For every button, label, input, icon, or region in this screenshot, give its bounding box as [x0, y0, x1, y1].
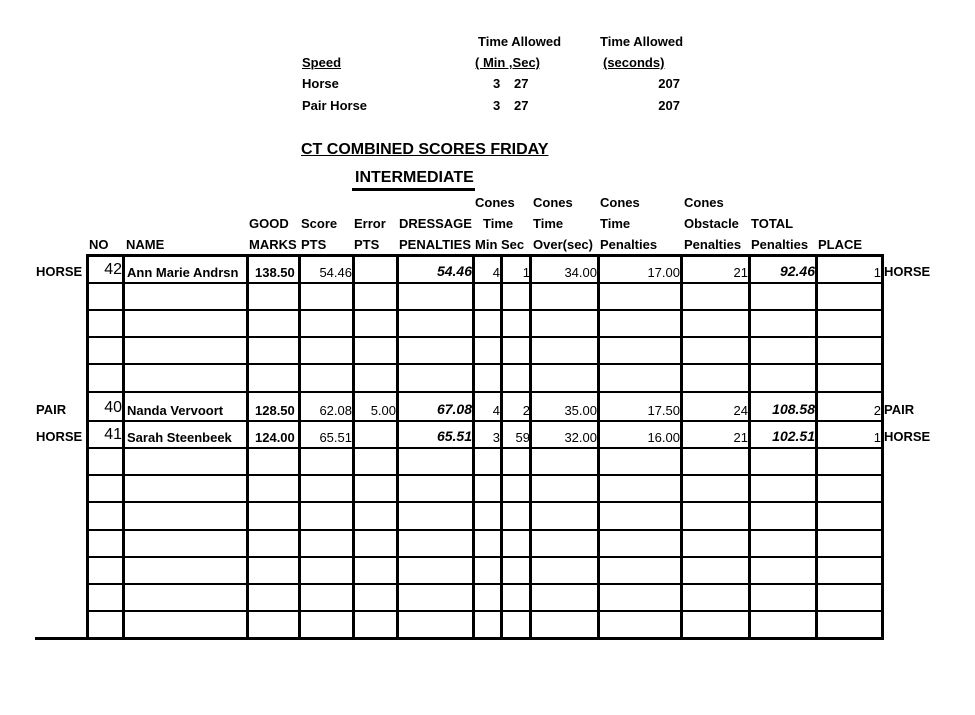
entry-name: Sarah Steenbeek — [127, 430, 232, 445]
entry-total: 102.51 — [772, 428, 815, 444]
entry-dressage: 65.51 — [436, 428, 472, 444]
subtitle-underline — [352, 188, 475, 191]
col-cones-min-sec-h2: Time — [483, 216, 514, 231]
col-cones-pen-h1: Cones — [600, 195, 640, 210]
col-score-pts-h2: PTS — [301, 237, 327, 252]
grid-top-border — [86, 254, 884, 257]
col-cones-pen-h2: Time — [600, 216, 631, 231]
grid-hline — [86, 309, 884, 311]
grid-hline — [86, 556, 884, 558]
entry-cones-time-pen: 16.00 — [647, 430, 680, 445]
col-total-h2: Penalties — [751, 237, 809, 252]
speed-row-horse-label: Horse — [302, 76, 339, 91]
col-good-marks-h2: MARKS — [249, 237, 297, 252]
entry-class-right: HORSE — [884, 429, 931, 444]
entry-name: Ann Marie Andrsn — [127, 265, 239, 280]
entry-no: 41 — [104, 426, 122, 443]
col-score-pts-h1: Score — [301, 216, 338, 231]
col-error-pts-h1: Error — [354, 216, 386, 231]
grid-bottom-border — [35, 637, 884, 640]
entry-score-pts: 54.46 — [319, 265, 352, 280]
entry-cones-time-pen: 17.50 — [647, 403, 680, 418]
col-place: PLACE — [818, 237, 863, 252]
speed-row-horse-seconds: 207 — [658, 76, 680, 91]
grid-hline — [86, 282, 884, 284]
entry-class: HORSE — [36, 429, 83, 444]
grid-hline — [86, 610, 884, 612]
entry-class: PAIR — [36, 402, 67, 417]
entry-obstacle: 21 — [733, 265, 748, 280]
entry-good-marks: 138.50 — [255, 265, 295, 280]
speed-row-pair-min: 3 — [493, 98, 501, 113]
entry-no: 42 — [104, 261, 122, 278]
col-cones-obstacle-h3: Penalties — [684, 237, 742, 252]
entry-dressage: 54.46 — [436, 263, 472, 279]
col-cones-pen-h3: Penalties — [600, 237, 658, 252]
entry-cones-min: 4 — [492, 403, 500, 418]
entry-cones-sec: 2 — [522, 403, 530, 418]
entry-name: Nanda Vervoort — [127, 403, 224, 418]
grid-hline — [86, 501, 884, 503]
grid-hline — [86, 583, 884, 585]
page-subtitle: INTERMEDIATE — [355, 169, 474, 186]
grid-hline — [86, 529, 884, 531]
grid-hline — [86, 474, 884, 476]
entry-obstacle: 21 — [733, 430, 748, 445]
entry-cones-min: 4 — [492, 265, 500, 280]
entry-total: 92.46 — [779, 263, 815, 279]
grid-hline — [86, 420, 884, 422]
col-cones-over-h3: Over(sec) — [533, 237, 593, 252]
speed-label: Speed — [302, 55, 342, 70]
col-name: NAME — [126, 237, 165, 252]
time-allowed-seconds-header-1: Time Allowed — [600, 34, 684, 49]
entry-error-pts: 5.00 — [370, 403, 396, 418]
entry-total: 108.58 — [772, 401, 815, 417]
entry-cones-time-pen: 17.00 — [647, 265, 680, 280]
entry-good-marks: 128.50 — [255, 403, 295, 418]
col-no: NO — [89, 237, 109, 252]
speed-row-pair-label: Pair Horse — [302, 98, 368, 113]
entry-class: HORSE — [36, 264, 83, 279]
time-allowed-min-sec-header-2: ( Min ,Sec) — [475, 55, 541, 70]
col-cones-obstacle-h2: Obstacle — [684, 216, 739, 231]
entry-good-marks: 124.00 — [255, 430, 295, 445]
col-error-pts-h2: PTS — [354, 237, 380, 252]
entry-obstacle: 24 — [733, 403, 748, 418]
page-title: CT COMBINED SCORES FRIDAY — [301, 141, 549, 158]
entry-cones-min: 3 — [492, 430, 500, 445]
speed-row-horse-sec: 27 — [514, 76, 529, 91]
entry-class-right: PAIR — [884, 402, 915, 417]
entry-dressage: 67.08 — [436, 401, 472, 417]
speed-row-pair-sec: 27 — [514, 98, 529, 113]
entry-score-pts: 65.51 — [319, 430, 352, 445]
grid-hline — [86, 336, 884, 338]
entry-cones-sec: 1 — [522, 265, 530, 280]
entry-place: 1 — [873, 430, 881, 445]
grid-hline — [86, 447, 884, 449]
speed-row-horse-min: 3 — [493, 76, 501, 91]
grid-hline — [86, 363, 884, 365]
entry-cones-over: 34.00 — [564, 265, 597, 280]
col-dressage-h1: DRESSAGE — [399, 216, 472, 231]
col-cones-min-sec-h1: Cones — [475, 195, 515, 210]
col-dressage-h2: PENALTIES — [399, 237, 471, 252]
time-allowed-seconds-header-2: (seconds) — [603, 55, 665, 70]
entry-place: 1 — [873, 265, 881, 280]
time-allowed-min-sec-header-1: Time Allowed — [478, 34, 562, 49]
speed-row-pair-seconds: 207 — [658, 98, 680, 113]
col-cones-min-sec-h3: Min Sec — [475, 237, 525, 252]
entry-score-pts: 62.08 — [319, 403, 352, 418]
entry-cones-sec: 59 — [515, 430, 530, 445]
entry-class-right: HORSE — [884, 264, 931, 279]
col-cones-over-h2: Time — [533, 216, 564, 231]
entry-cones-over: 35.00 — [564, 403, 597, 418]
col-cones-obstacle-h1: Cones — [684, 195, 724, 210]
col-cones-over-h1: Cones — [533, 195, 573, 210]
grid-hline — [86, 391, 884, 393]
entry-place: 2 — [873, 403, 881, 418]
entry-no: 40 — [104, 399, 122, 416]
col-good-marks-h1: GOOD — [249, 216, 289, 231]
entry-cones-over: 32.00 — [564, 430, 597, 445]
col-total-h1: TOTAL — [751, 216, 794, 231]
